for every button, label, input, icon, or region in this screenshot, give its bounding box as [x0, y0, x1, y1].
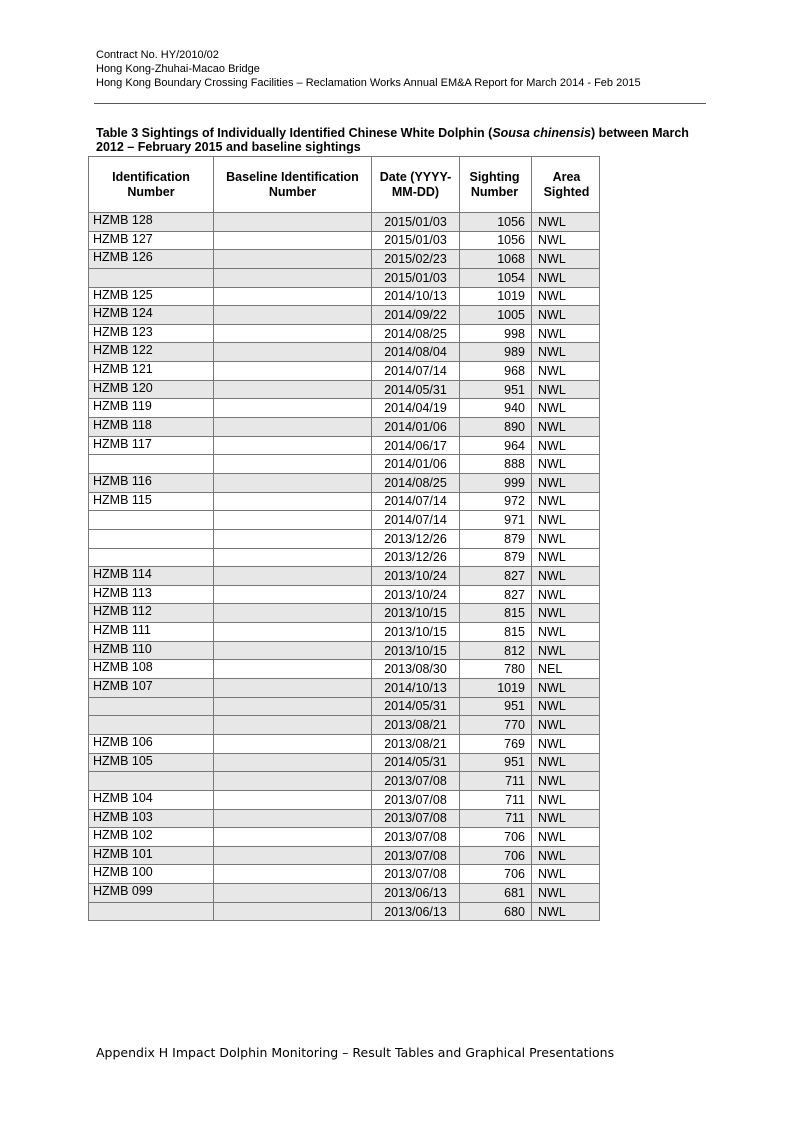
sighting-number-cell: 711 — [460, 790, 532, 809]
header-sighting-number: Sighting Number — [460, 157, 532, 213]
id-cell: HZMB 123 — [89, 324, 214, 343]
table-row — [89, 418, 600, 437]
area-cell: NWL — [532, 790, 600, 809]
date-cell: 2014/08/25 — [372, 324, 460, 343]
page-footer: Appendix H Impact Dolphin Monitoring – Result Tables and Graphical Presentations — [96, 1045, 615, 1060]
table-row — [89, 846, 600, 865]
sighting-number-cell: 681 — [460, 884, 532, 903]
sighting-number-cell: 1054 — [460, 268, 532, 287]
id-cell: HZMB 119 — [89, 399, 214, 418]
area-cell: NWL — [532, 455, 600, 474]
header-divider — [94, 103, 706, 104]
table-row — [89, 362, 600, 381]
date-cell: 2013/06/13 — [372, 884, 460, 903]
area-cell: NWL — [532, 567, 600, 586]
id-cell — [89, 716, 214, 735]
baseline-id-cell — [214, 809, 372, 828]
sighting-number-cell: 1005 — [460, 306, 532, 325]
baseline-id-cell — [214, 567, 372, 586]
area-cell: NWL — [532, 250, 600, 269]
sighting-number-cell: 812 — [460, 641, 532, 660]
table-row — [89, 268, 600, 287]
sighting-number-cell: 780 — [460, 660, 532, 679]
area-cell: NWL — [532, 623, 600, 642]
baseline-id-cell — [214, 641, 372, 660]
date-cell: 2013/08/21 — [372, 734, 460, 753]
area-cell: NWL — [532, 753, 600, 772]
baseline-id-cell — [214, 529, 372, 548]
baseline-id-cell — [214, 436, 372, 455]
date-cell: 2013/10/24 — [372, 585, 460, 604]
date-cell: 2014/04/19 — [372, 399, 460, 418]
date-cell: 2013/07/08 — [372, 790, 460, 809]
id-cell: HZMB 104 — [89, 790, 214, 809]
baseline-id-cell — [214, 287, 372, 306]
date-cell: 2015/01/03 — [372, 268, 460, 287]
area-cell: NWL — [532, 529, 600, 548]
id-cell — [89, 529, 214, 548]
table-row — [89, 399, 600, 418]
sighting-number-cell: 940 — [460, 399, 532, 418]
area-cell: NWL — [532, 585, 600, 604]
date-cell: 2013/10/15 — [372, 641, 460, 660]
id-cell: HZMB 114 — [89, 567, 214, 586]
area-cell: NWL — [532, 604, 600, 623]
baseline-id-cell — [214, 716, 372, 735]
area-cell: NWL — [532, 679, 600, 698]
id-cell: HZMB 128 — [89, 213, 214, 232]
date-cell: 2014/05/31 — [372, 697, 460, 716]
baseline-id-cell — [214, 380, 372, 399]
baseline-id-cell — [214, 884, 372, 903]
date-cell: 2013/10/15 — [372, 623, 460, 642]
baseline-id-cell — [214, 362, 372, 381]
id-cell: HZMB 116 — [89, 473, 214, 492]
table-row — [89, 492, 600, 511]
baseline-id-cell — [214, 679, 372, 698]
area-cell: NWL — [532, 492, 600, 511]
area-cell: NWL — [532, 213, 600, 232]
table-row — [89, 324, 600, 343]
date-cell: 2014/07/14 — [372, 492, 460, 511]
baseline-id-cell — [214, 343, 372, 362]
id-cell: HZMB 103 — [89, 809, 214, 828]
id-cell: HZMB 110 — [89, 641, 214, 660]
area-cell: NWL — [532, 436, 600, 455]
id-cell: HZMB 113 — [89, 585, 214, 604]
sighting-number-cell: 951 — [460, 380, 532, 399]
table-row — [89, 772, 600, 791]
id-cell: HZMB 102 — [89, 828, 214, 847]
baseline-id-cell — [214, 473, 372, 492]
date-cell: 2015/01/03 — [372, 231, 460, 250]
baseline-id-cell — [214, 604, 372, 623]
table-row — [89, 529, 600, 548]
id-cell: HZMB 106 — [89, 734, 214, 753]
area-cell: NWL — [532, 343, 600, 362]
area-cell: NWL — [532, 865, 600, 884]
table-row — [89, 380, 600, 399]
id-cell — [89, 268, 214, 287]
sighting-number-cell: 680 — [460, 902, 532, 921]
table-row — [89, 753, 600, 772]
sighting-number-cell: 827 — [460, 585, 532, 604]
date-cell: 2014/07/14 — [372, 362, 460, 381]
sighting-number-cell: 890 — [460, 418, 532, 437]
baseline-id-cell — [214, 585, 372, 604]
table-row — [89, 809, 600, 828]
baseline-id-cell — [214, 660, 372, 679]
id-cell: HZMB 112 — [89, 604, 214, 623]
sighting-number-cell: 711 — [460, 809, 532, 828]
sighting-number-cell: 879 — [460, 529, 532, 548]
baseline-id-cell — [214, 828, 372, 847]
area-cell: NWL — [532, 380, 600, 399]
baseline-id-cell — [214, 548, 372, 567]
sighting-number-cell: 964 — [460, 436, 532, 455]
table-row — [89, 884, 600, 903]
sighting-number-cell: 951 — [460, 753, 532, 772]
id-cell — [89, 772, 214, 791]
id-cell: HZMB 118 — [89, 418, 214, 437]
baseline-id-cell — [214, 324, 372, 343]
id-cell: HZMB 120 — [89, 380, 214, 399]
sighting-number-cell: 815 — [460, 604, 532, 623]
baseline-id-cell — [214, 231, 372, 250]
sighting-number-cell: 706 — [460, 828, 532, 847]
id-cell: HZMB 099 — [89, 884, 214, 903]
date-cell: 2013/12/26 — [372, 548, 460, 567]
table-row — [89, 679, 600, 698]
sighting-number-cell: 1019 — [460, 287, 532, 306]
table-row — [89, 660, 600, 679]
baseline-id-cell — [214, 511, 372, 530]
table-row — [89, 697, 600, 716]
date-cell: 2013/07/08 — [372, 865, 460, 884]
table-row — [89, 716, 600, 735]
area-cell: NWL — [532, 231, 600, 250]
date-cell: 2015/01/03 — [372, 213, 460, 232]
date-cell: 2014/10/13 — [372, 679, 460, 698]
date-cell: 2014/01/06 — [372, 455, 460, 474]
sighting-number-cell: 827 — [460, 567, 532, 586]
table-row — [89, 548, 600, 567]
date-cell: 2013/07/08 — [372, 772, 460, 791]
table-row — [89, 213, 600, 232]
id-cell: HZMB 115 — [89, 492, 214, 511]
baseline-id-cell — [214, 753, 372, 772]
area-cell: NWL — [532, 418, 600, 437]
header-date: Date (YYYY-MM-DD) — [372, 157, 460, 213]
table-body — [89, 213, 600, 921]
area-cell: NWL — [532, 846, 600, 865]
baseline-id-cell — [214, 306, 372, 325]
sighting-number-cell: 879 — [460, 548, 532, 567]
id-cell: HZMB 105 — [89, 753, 214, 772]
sighting-number-cell: 770 — [460, 716, 532, 735]
table-caption — [96, 127, 706, 154]
sighting-number-cell: 711 — [460, 772, 532, 791]
id-cell: HZMB 122 — [89, 343, 214, 362]
area-cell: NEL — [532, 660, 600, 679]
area-cell: NWL — [532, 902, 600, 921]
sighting-number-cell: 999 — [460, 473, 532, 492]
sighting-number-cell: 968 — [460, 362, 532, 381]
area-cell: NWL — [532, 287, 600, 306]
id-cell: HZMB 126 — [89, 250, 214, 269]
area-cell: NWL — [532, 828, 600, 847]
area-cell: NWL — [532, 734, 600, 753]
header-area-sighted: Area Sighted — [532, 157, 600, 213]
date-cell: 2013/10/24 — [372, 567, 460, 586]
table-row — [89, 567, 600, 586]
baseline-id-cell — [214, 697, 372, 716]
sighting-number-cell: 951 — [460, 697, 532, 716]
id-cell: HZMB 107 — [89, 679, 214, 698]
baseline-id-cell — [214, 399, 372, 418]
area-cell: NWL — [532, 511, 600, 530]
table-row — [89, 623, 600, 642]
sighting-number-cell: 769 — [460, 734, 532, 753]
date-cell: 2013/08/30 — [372, 660, 460, 679]
baseline-id-cell — [214, 623, 372, 642]
date-cell: 2014/07/14 — [372, 511, 460, 530]
area-cell: NWL — [532, 306, 600, 325]
area-cell: NWL — [532, 884, 600, 903]
report-title: Hong Kong Boundary Crossing Facilities – Reclamation Works Annual EM&A Report for March 2014 - Feb 2015 — [96, 77, 641, 89]
sightings-table — [88, 156, 600, 921]
id-cell — [89, 697, 214, 716]
contract-number: Contract No. HY/2010/02 — [96, 49, 219, 61]
baseline-id-cell — [214, 455, 372, 474]
baseline-id-cell — [214, 213, 372, 232]
date-cell: 2013/08/21 — [372, 716, 460, 735]
table-row — [89, 604, 600, 623]
caption-prefix: Table 3 Sightings of Individually Identified Chinese White Dolphin ( — [96, 126, 493, 140]
id-cell — [89, 455, 214, 474]
id-cell — [89, 511, 214, 530]
id-cell: HZMB 108 — [89, 660, 214, 679]
table-row — [89, 790, 600, 809]
date-cell: 2013/07/08 — [372, 828, 460, 847]
sighting-number-cell: 1019 — [460, 679, 532, 698]
table-row — [89, 641, 600, 660]
caption-suffix: ) between March 2012 – February 2015 and baseline sightings — [96, 126, 689, 154]
baseline-id-cell — [214, 846, 372, 865]
date-cell: 2014/05/31 — [372, 380, 460, 399]
project-name: Hong Kong-Zhuhai-Macao Bridge — [96, 63, 260, 75]
baseline-id-cell — [214, 418, 372, 437]
table-row — [89, 343, 600, 362]
area-cell: NWL — [532, 697, 600, 716]
table-row — [89, 734, 600, 753]
table-row — [89, 473, 600, 492]
id-cell: HZMB 127 — [89, 231, 214, 250]
id-cell: HZMB 124 — [89, 306, 214, 325]
baseline-id-cell — [214, 492, 372, 511]
table-row — [89, 828, 600, 847]
table-row — [89, 902, 600, 921]
area-cell: NWL — [532, 716, 600, 735]
date-cell: 2014/08/25 — [372, 473, 460, 492]
area-cell: NWL — [532, 268, 600, 287]
date-cell: 2014/09/22 — [372, 306, 460, 325]
date-cell: 2014/06/17 — [372, 436, 460, 455]
table-row — [89, 287, 600, 306]
sighting-number-cell: 972 — [460, 492, 532, 511]
sighting-number-cell: 1068 — [460, 250, 532, 269]
area-cell: NWL — [532, 362, 600, 381]
date-cell: 2014/10/13 — [372, 287, 460, 306]
baseline-id-cell — [214, 734, 372, 753]
header-baseline-identification-number: Baseline Identification Number — [214, 157, 372, 213]
baseline-id-cell — [214, 250, 372, 269]
date-cell: 2013/12/26 — [372, 529, 460, 548]
table-header-row — [89, 157, 600, 213]
id-cell: HZMB 121 — [89, 362, 214, 381]
table-row — [89, 306, 600, 325]
table-row — [89, 250, 600, 269]
header-identification-number: Identification Number — [89, 157, 214, 213]
id-cell: HZMB 101 — [89, 846, 214, 865]
table-row — [89, 231, 600, 250]
sighting-number-cell: 971 — [460, 511, 532, 530]
id-cell: HZMB 111 — [89, 623, 214, 642]
date-cell: 2014/08/04 — [372, 343, 460, 362]
sighting-number-cell: 815 — [460, 623, 532, 642]
area-cell: NWL — [532, 809, 600, 828]
date-cell: 2013/07/08 — [372, 809, 460, 828]
sighting-number-cell: 1056 — [460, 231, 532, 250]
date-cell: 2014/05/31 — [372, 753, 460, 772]
species-name: Sousa chinensis — [492, 126, 591, 140]
date-cell: 2013/10/15 — [372, 604, 460, 623]
id-cell — [89, 902, 214, 921]
area-cell: NWL — [532, 473, 600, 492]
id-cell — [89, 548, 214, 567]
date-cell: 2013/06/13 — [372, 902, 460, 921]
area-cell: NWL — [532, 641, 600, 660]
area-cell: NWL — [532, 548, 600, 567]
page-header — [96, 48, 641, 90]
sighting-number-cell: 888 — [460, 455, 532, 474]
date-cell: 2014/01/06 — [372, 418, 460, 437]
sighting-number-cell: 706 — [460, 865, 532, 884]
date-cell: 2013/07/08 — [372, 846, 460, 865]
area-cell: NWL — [532, 399, 600, 418]
date-cell: 2015/02/23 — [372, 250, 460, 269]
sighting-number-cell: 998 — [460, 324, 532, 343]
sighting-number-cell: 1056 — [460, 213, 532, 232]
id-cell: HZMB 117 — [89, 436, 214, 455]
sighting-number-cell: 989 — [460, 343, 532, 362]
baseline-id-cell — [214, 268, 372, 287]
id-cell: HZMB 125 — [89, 287, 214, 306]
table-row — [89, 436, 600, 455]
baseline-id-cell — [214, 865, 372, 884]
area-cell: NWL — [532, 324, 600, 343]
table-row — [89, 511, 600, 530]
table-row — [89, 585, 600, 604]
area-cell: NWL — [532, 772, 600, 791]
baseline-id-cell — [214, 772, 372, 791]
table-row — [89, 865, 600, 884]
id-cell: HZMB 100 — [89, 865, 214, 884]
sighting-number-cell: 706 — [460, 846, 532, 865]
baseline-id-cell — [214, 790, 372, 809]
baseline-id-cell — [214, 902, 372, 921]
table-row — [89, 455, 600, 474]
